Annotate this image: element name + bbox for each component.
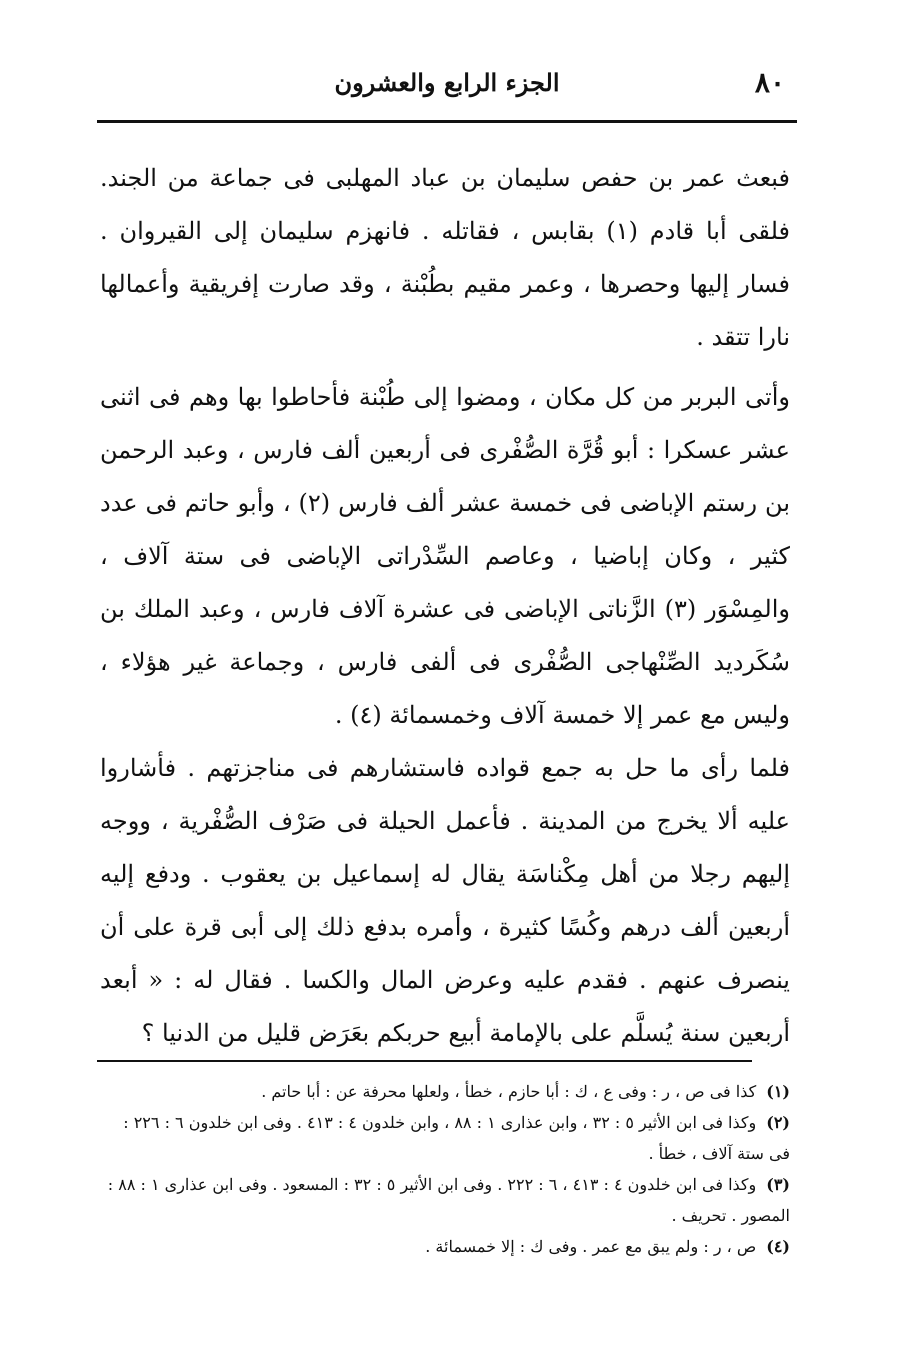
- footnote-2: [100, 1107, 790, 1169]
- footnote-3: [100, 1169, 790, 1231]
- body-paragraph-2: [100, 371, 790, 742]
- footnote-text: كذا فى ص ، ر : وفى ع ، ك : أبا حازم ، خطأ ، ولعلها محرفة عن : أبا حاتم .: [261, 1082, 757, 1101]
- footnote-number: (٤): [766, 1237, 790, 1256]
- footnote-4: [100, 1231, 790, 1262]
- page-header: [97, 62, 797, 118]
- footnote-number: (٣): [766, 1175, 790, 1194]
- footnote-text: وكذا فى ابن الأثير ٥ : ٣٢ ، وابن عذارى ١ : ٨٨ ، وابن خلدون ٤ : ٤١٣ . وفى ابن خلدون ٦ : ٢٢٦ : فى ستة آلاف ، خطأ .: [123, 1113, 790, 1163]
- footnote-text: وكذا فى ابن خلدون ٤ : ٤١٣ ، ٦ : ٢٢٢ . وفى ابن الأثير ٥ : ٣٢ : المسعود . وفى ابن عذارى ١ : ٨٨ : المصور . تحريف .: [107, 1175, 790, 1225]
- body-paragraph-3: [100, 742, 790, 1060]
- page-number: ٨٠: [754, 66, 785, 99]
- header-rule: [97, 120, 797, 123]
- footnote-text: ص ، ر : ولم يبق مع عمر . وفى ك : إلا خمسمائة .: [425, 1237, 757, 1256]
- footnote-number: (٢): [766, 1113, 790, 1132]
- running-head: الجزء الرابع والعشرون: [334, 68, 560, 97]
- body-paragraph-1: [100, 152, 790, 364]
- paragraph-text: وأتى البربر من كل مكان ، ومضوا إلى طُبْنة فأحاطوا بها وهم فى اثنى عشر عسكرا : أبو قُرَّة الصُّفْرى فى أربعين ألف فارس ، وعبد الرحمن بن رستم الإباضى فى خمسة عشر ألف فارس (٢) ، وأبو حاتم فى عدد كثير ، وكان إباضيا ، وعاصم السِّدْراتى الإباضى فى ستة آلاف ، والمِسْوَر (٣) الزَّناتى الإباضى فى عشرة آلاف فارس ، وعبد الملك بن سُكَرديد الصِّنْهاجى الصُّفْرى فى ألفى فارس ، وجماعة غير هؤلاء ، وليس مع عمر إلا خمسة آلاف وخمسمائة (٤) .: [100, 383, 790, 729]
- paragraph-text: فلما رأى ما حل به جمع قواده فاستشارهم فى مناجزتهم . فأشاروا عليه ألا يخرج من المدينة . فأعمل الحيلة فى صَرْف الصُّفْرية ، ووجه إليهم رجلا من أهل مِكْناسَة يقال له إسماعيل بن يعقوب . ودفع إليه أربعين ألف درهم وكُسًا كثيرة ، وأمره بدفع ذلك إلى أبى قرة على أن ينصرف عنهم . فقدم عليه وعرض المال والكسا . فقال له : « أبعد أربعين سنة يُسلَّم على بالإمامة أبيع حربكم بعَرَض قليل من الدنيا ؟: [100, 754, 790, 1047]
- footnote-number: (١): [766, 1082, 790, 1101]
- footnote-rule: [97, 1060, 752, 1062]
- footnotes: [100, 1076, 790, 1262]
- paragraph-text: فبعث عمر بن حفص سليمان بن عباد المهلبى فى جماعة من الجند. فلقى أبا قادم (١) بقابس ، فقاتله . فانهزم سليمان إلى القيروان . فسار إليها وحصرها ، وعمر مقيم بطُبْنة ، وقد صارت إفريقية وأعمالها نارا تتقد .: [100, 164, 790, 351]
- footnote-1: [100, 1076, 790, 1107]
